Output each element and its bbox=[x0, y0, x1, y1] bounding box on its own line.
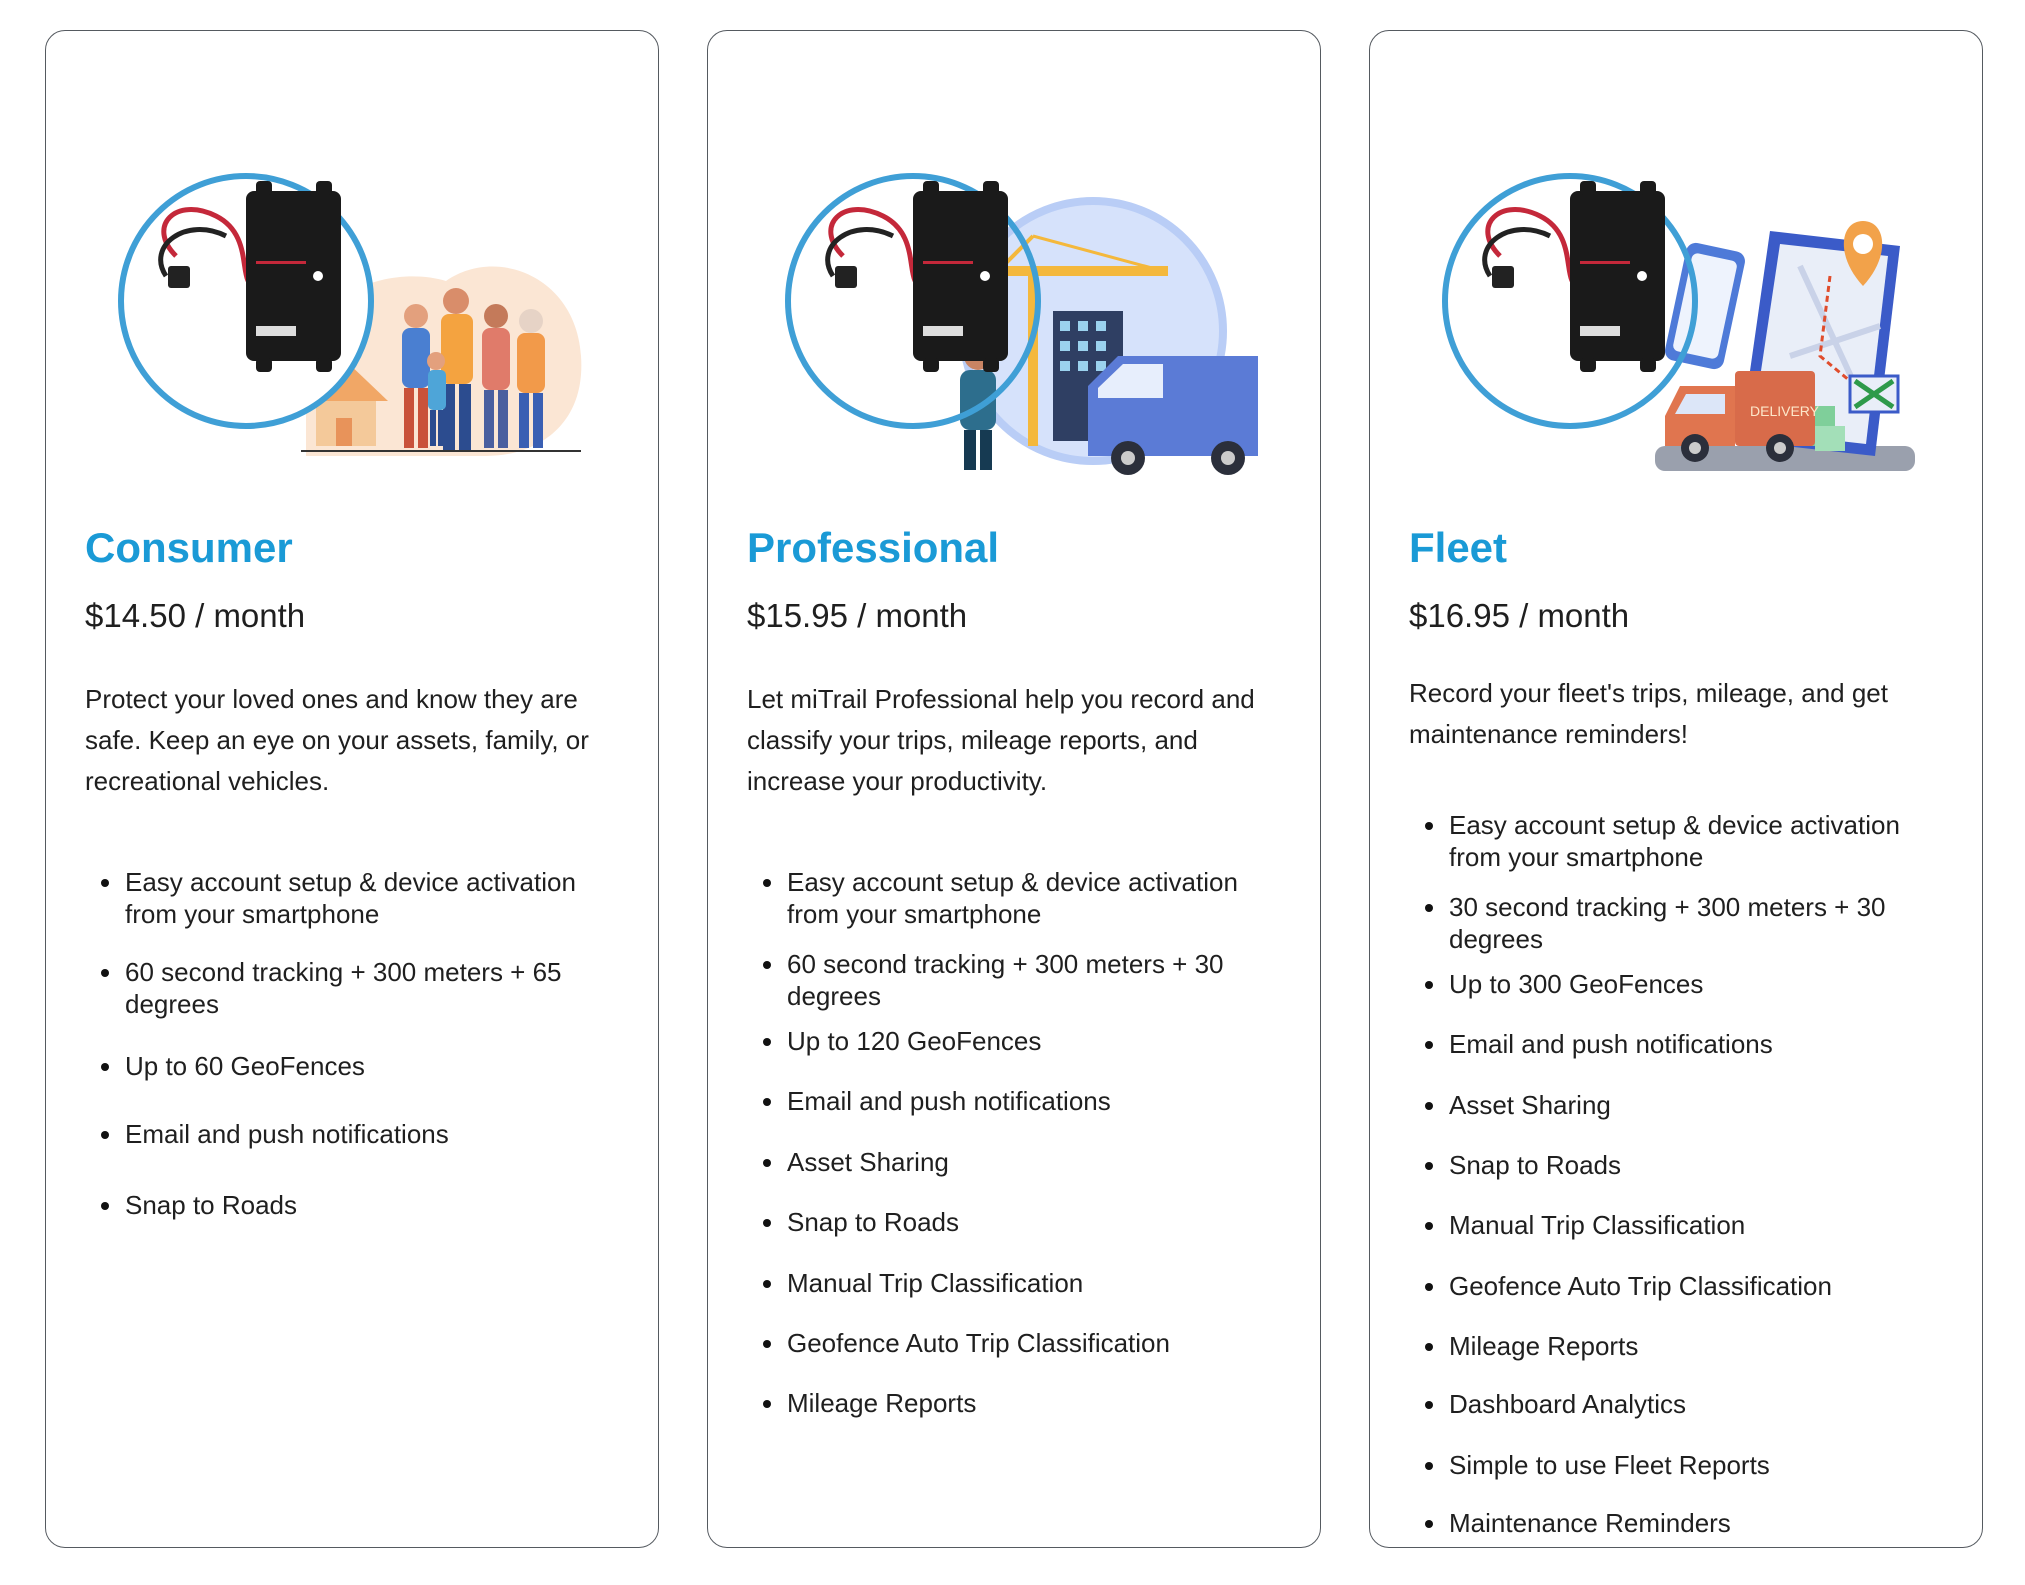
feature-item: Manual Trip Classification bbox=[787, 1267, 1287, 1299]
plan-title: Professional bbox=[747, 524, 1000, 571]
fleet-illustration bbox=[1430, 126, 1930, 496]
plan-description: Let miTrail Professional help you record and classify your trips, mileage reports, and increase your productivity. bbox=[747, 684, 1255, 796]
feature-item: Easy account setup & device activation from your smartphone bbox=[787, 866, 1287, 930]
feature-item: Snap to Roads bbox=[125, 1189, 625, 1221]
feature-item: Email and push notifications bbox=[787, 1085, 1287, 1117]
feature-item: Mileage Reports bbox=[1449, 1330, 1949, 1362]
feature-item: Easy account setup & device activation from your smartphone bbox=[125, 866, 625, 930]
construction-illustration bbox=[768, 126, 1268, 496]
plan-price: $15.95 / month bbox=[747, 597, 968, 634]
plan-card-fleet bbox=[1369, 30, 1983, 1548]
feature-item: Geofence Auto Trip Classification bbox=[1449, 1270, 1949, 1302]
feature-item: Up to 300 GeoFences bbox=[1449, 968, 1949, 1000]
delivery-label: DELIVERY bbox=[1750, 403, 1819, 419]
feature-item: Geofence Auto Trip Classification bbox=[787, 1327, 1287, 1359]
plan-price: $14.50 / month bbox=[85, 597, 306, 634]
feature-item: Mileage Reports bbox=[787, 1387, 1287, 1419]
plan-description: Protect your loved ones and know they are safe. Keep an eye on your assets, family, or recreational vehicles. bbox=[85, 684, 589, 796]
feature-item: 60 second tracking + 300 meters + 65 degrees bbox=[125, 956, 625, 1020]
feature-item: Up to 120 GeoFences bbox=[787, 1025, 1287, 1057]
plan-card-consumer bbox=[45, 30, 659, 1548]
feature-item: Email and push notifications bbox=[1449, 1028, 1949, 1060]
feature-item: Dashboard Analytics bbox=[1449, 1388, 1949, 1420]
family-illustration bbox=[106, 126, 606, 496]
feature-item: Up to 60 GeoFences bbox=[125, 1050, 625, 1082]
phone-icon bbox=[1663, 241, 1747, 371]
feature-item: Easy account setup & device activation from your smartphone bbox=[1449, 809, 1949, 873]
feature-item: Manual Trip Classification bbox=[1449, 1209, 1949, 1241]
feature-item: 30 second tracking + 300 meters + 30 degrees bbox=[1449, 891, 1949, 955]
gps-device-icon bbox=[1485, 181, 1665, 372]
feature-item: Simple to use Fleet Reports bbox=[1449, 1449, 1949, 1481]
van-icon bbox=[1088, 356, 1258, 475]
plan-title: Fleet bbox=[1409, 524, 1508, 571]
feature-item: Email and push notifications bbox=[125, 1118, 625, 1150]
feature-item: Snap to Roads bbox=[1449, 1149, 1949, 1181]
feature-item: Asset Sharing bbox=[787, 1146, 1287, 1178]
plan-card-professional bbox=[707, 30, 1321, 1548]
feature-item: 60 second tracking + 300 meters + 30 degrees bbox=[787, 948, 1287, 1012]
gps-device-icon bbox=[828, 181, 1008, 372]
feature-item: Asset Sharing bbox=[1449, 1089, 1949, 1121]
feature-item: Snap to Roads bbox=[787, 1206, 1287, 1238]
plan-price: $16.95 / month bbox=[1409, 597, 1630, 634]
plan-title: Consumer bbox=[85, 524, 293, 571]
plan-description: Record your fleet's trips, mileage, and get maintenance reminders! bbox=[1409, 678, 1888, 749]
feature-item: Maintenance Reminders bbox=[1449, 1507, 1949, 1539]
